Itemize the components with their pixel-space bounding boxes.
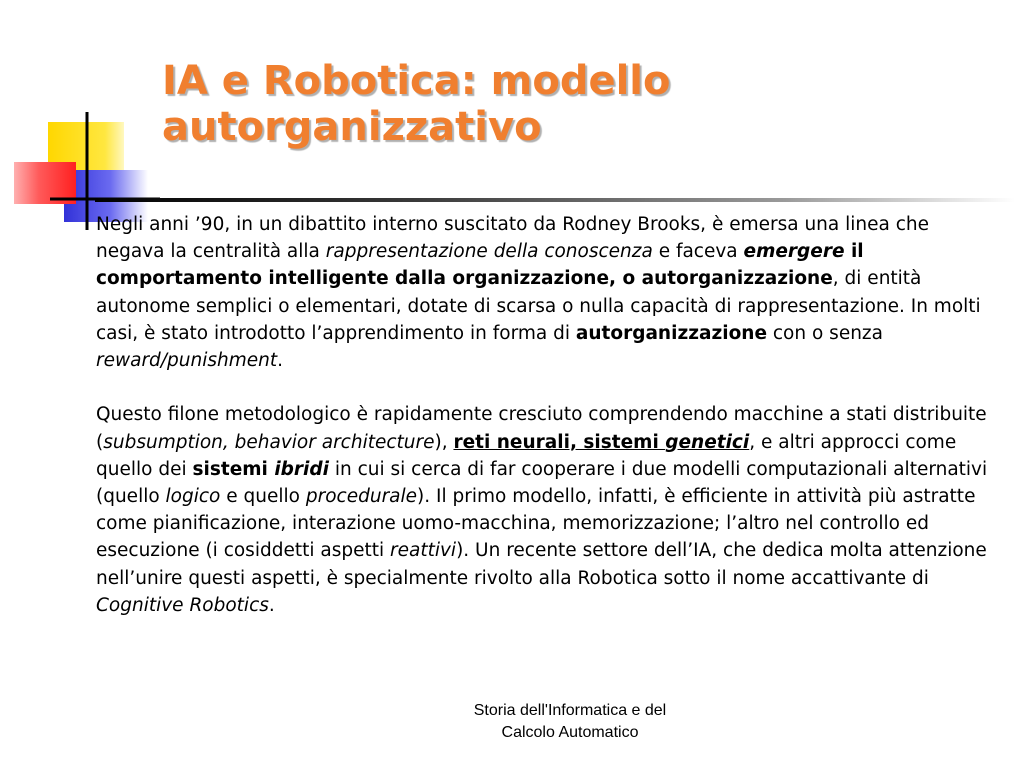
paragraph-2 <box>96 401 996 619</box>
slide-body <box>96 211 996 619</box>
p2-italic-5: Cognitive Robotics <box>96 594 269 616</box>
p1-text-4: con o senza <box>767 322 883 344</box>
p2-italic-1: subsumption, behavior architecture <box>103 431 435 453</box>
p2-text-8: . <box>268 594 275 616</box>
p1-italic-2: reward/punishment <box>96 350 278 372</box>
p2-text-5: e quello <box>220 486 306 508</box>
p2-italic-4: reattivi <box>390 540 457 562</box>
decorative-squares <box>0 0 160 230</box>
footer-line-2: Calcolo Automatico <box>501 724 639 741</box>
p2-text-3: , e altri approcci come quello dei <box>96 431 957 480</box>
p2-bold-underline-italic-1: genetici <box>665 431 750 453</box>
p1-italic-1: rappresentazione della conoscenza <box>325 241 653 263</box>
p2-text-2: ), <box>434 431 454 453</box>
paragraph-1 <box>96 211 996 374</box>
paragraph-gap <box>96 374 996 401</box>
p2-italic-2: logico <box>165 486 221 508</box>
p2-text-1: Questo filone metodologico è rapidamente cresciuto comprendendo macchine a stati distribuite ( <box>96 404 987 453</box>
p2-italic-3: procedurale <box>305 486 418 508</box>
p1-text-5: . <box>277 350 284 372</box>
slide-footer <box>430 700 710 744</box>
title-line-2: autorganizzativo <box>162 104 542 150</box>
p2-bold-underline-1: reti neurali, sistemi <box>453 431 666 453</box>
title-underline <box>95 198 1015 202</box>
footer-line-1: Storia dell'Informatica e del <box>473 702 667 719</box>
p1-text-1: Negli anni ’90, in un dibattito interno suscitato da Rodney Brooks, è emersa una linea che negava la centralità alla <box>96 214 929 263</box>
p2-text-4: in cui si cerca di far cooperare i due modelli computazionali alternativi (quello <box>96 458 988 508</box>
slide-title <box>162 58 1002 150</box>
p1-bold-2: autorganizzazione <box>575 322 767 344</box>
p2-text-6: ). Il primo modello, infatti, è efficiente in attività più astratte come pianificazione, interazione uomo-macchina, memorizzazione; l’altro nel controllo ed esecuzione (i cosiddetti aspetti <box>96 486 976 562</box>
p2-text-7: ). Un recente settore dell’IA, che dedica molta attenzione nell’unire questi aspetti, è specialmente rivolto alla Robotica sotto il nome accattivante di <box>96 540 987 589</box>
p1-bold-1: il comportamento intelligente dalla organizzazione, o autorganizzazione <box>96 241 864 290</box>
p2-bold-italic-1: ibridi <box>274 458 329 480</box>
p1-bold-italic-1: emergere <box>743 241 845 263</box>
p1-text-2: e faceva <box>652 241 744 263</box>
p2-bold-1: sistemi <box>192 458 275 480</box>
p1-text-3: , di entità autonome semplici o elementari, dotate di scarsa o nulla capacità di rappresentazione. In molti casi, è stato introdotto l’apprendimento in forma di <box>96 268 981 344</box>
title-line-1: IA e Robotica: modello <box>162 58 671 104</box>
